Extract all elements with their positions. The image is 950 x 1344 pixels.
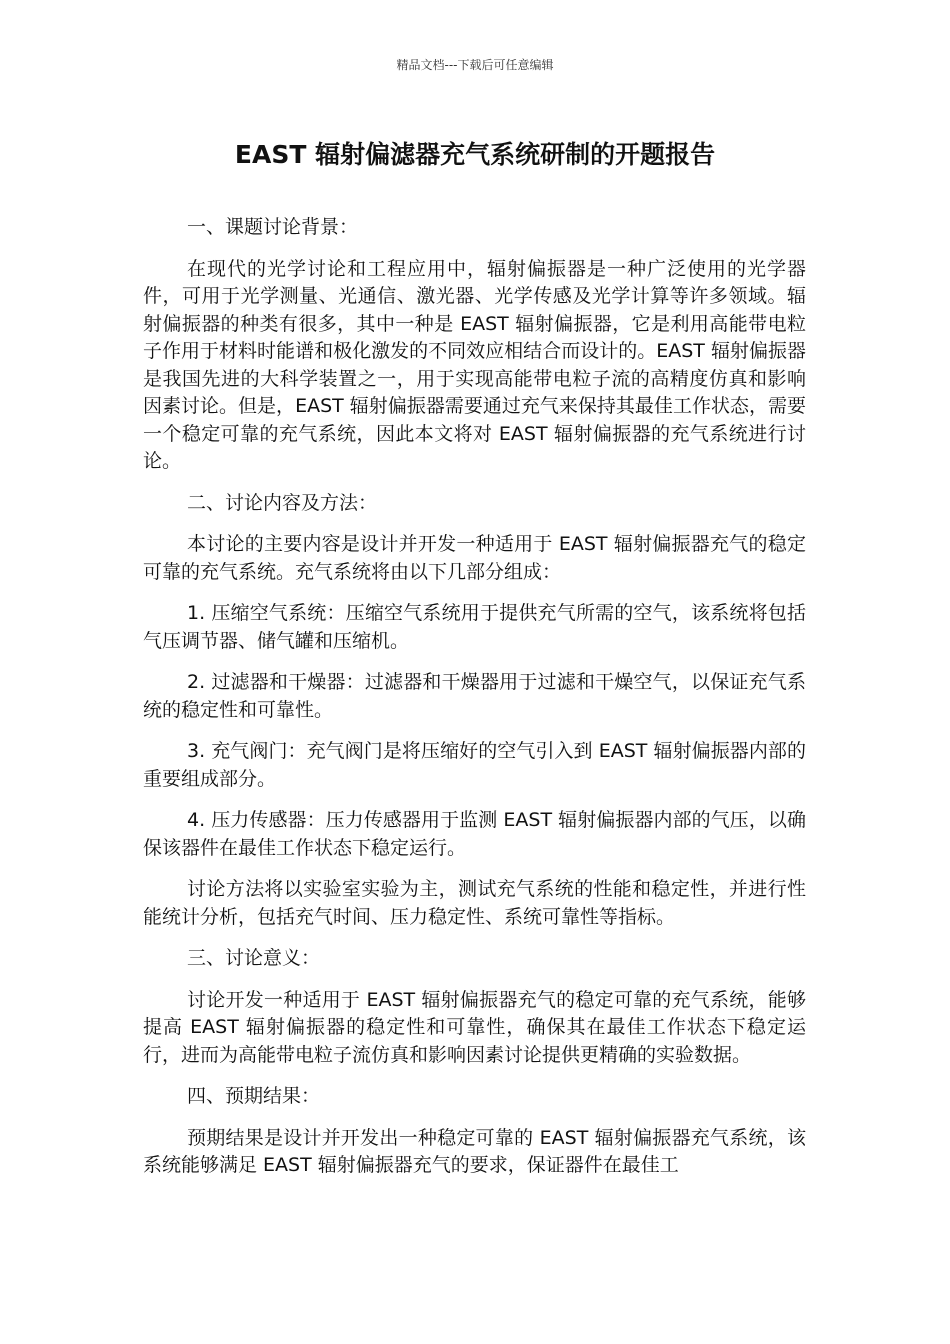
- section-heading: 一、课题讨论背景：: [187, 216, 359, 238]
- section-heading: 四、预期结果：: [187, 1085, 321, 1107]
- list-item: 4. 压力传感器：压力传感器用于监测 EAST 辐射偏振器内部的气压，以确保该器件在最佳工作状态下稳定运行。: [143, 809, 806, 859]
- list-item: 3. 充气阀门：充气阀门是将压缩好的空气引入到 EAST 辐射偏振器内部的重要组成部分。: [143, 740, 806, 790]
- paragraph: 本讨论的主要内容是设计并开发一种适用于 EAST 辐射偏振器充气的稳定可靠的充气系统。充气系统将由以下几部分组成：: [143, 533, 806, 583]
- paragraph: 预期结果是设计并开发出一种稳定可靠的 EAST 辐射偏振器充气系统，该系统能够满足 EAST 辐射偏振器充气的要求，保证器件在最佳工: [143, 1126, 806, 1176]
- paragraph: 在现代的光学讨论和工程应用中，辐射偏振器是一种广泛使用的光学器件，可用于光学测量、光通信、激光器、光学传感及光学计算等许多领域。辐射偏振器的种类有很多，其中一种是 EAST 辐射偏振器，它是利用高能带电粒子作用于材料时能谱和极化激发的不同效应相结合而设计的。EAST 辐射偏振器是我国先进的大科学装置之一，用于实现高能带电粒子流的高精度仿真和影响因素讨论。但是，EAST 辐射偏振器需要通过充气来保持其最佳工作状态，需要一个稳定可靠的充气系统，因此本文将对 EAST 辐射偏振器的充气系统进行讨论。: [143, 257, 806, 472]
- paragraph: 讨论开发一种适用于 EAST 辐射偏振器充气的稳定可靠的充气系统，能够提高 EAST 辐射偏振器的稳定性和可靠性，确保其在最佳工作状态下稳定运行，进而为高能带电粒子流仿真和影响因素讨论提供更精确的实验数据。: [143, 988, 806, 1066]
- document-body: [143, 214, 806, 1194]
- list-item: 1. 压缩空气系统：压缩空气系统用于提供充气所需的空气，该系统将包括气压调节器、储气罐和压缩机。: [143, 602, 806, 652]
- paragraph: 讨论方法将以实验室实验为主，测试充气系统的性能和稳定性，并进行性能统计分析，包括充气时间、压力稳定性、系统可靠性等指标。: [143, 878, 806, 928]
- section-heading: 三、讨论意义：: [187, 947, 321, 969]
- section-heading: 二、讨论内容及方法：: [187, 491, 378, 514]
- document-title: EAST 辐射偏滤器充气系统研制的开题报告: [234, 140, 716, 169]
- list-item: 2. 过滤器和干燥器：过滤器和干燥器用于过滤和干燥空气，以保证充气系统的稳定性和可靠性。: [143, 671, 806, 721]
- page-header: 精品文档---下载后可任意编辑: [396, 58, 554, 72]
